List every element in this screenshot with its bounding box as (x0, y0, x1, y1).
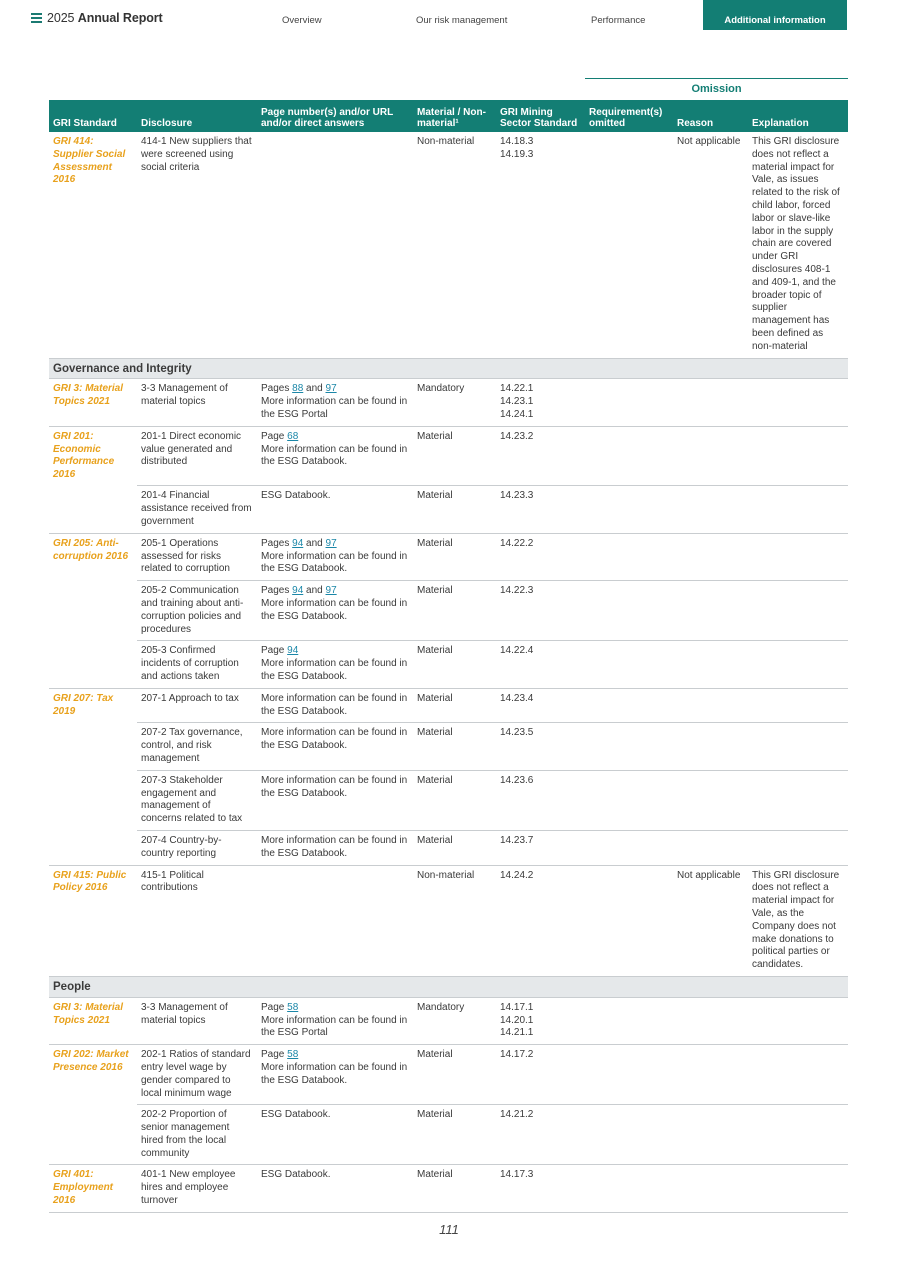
table-row (49, 379, 848, 426)
mining-code: 14.17.2 (500, 1049, 534, 1061)
disclosure-cell: 415-1 Political contributions (137, 865, 257, 976)
mining-code: 14.23.7 (500, 834, 534, 846)
page-prefix: Page (261, 1049, 288, 1061)
page-cell (257, 770, 413, 830)
disclosure-cell: 205-3 Confirmed incidents of corruption and actions taken (137, 641, 257, 688)
gri-standard-name: GRI 414: Supplier Social Assessment 2016 (49, 132, 137, 358)
page-cell (257, 688, 413, 723)
mining-code: 14.22.3 (500, 585, 534, 597)
disclosure-cell: 207-3 Stakeholder engagement and management of concerns related to tax (137, 770, 257, 830)
page-join: and (303, 537, 326, 549)
material-cell: Material (413, 1165, 496, 1212)
material-cell: Material (413, 1045, 496, 1105)
mining-cell (496, 1045, 585, 1105)
material-cell: Mandatory (413, 997, 496, 1044)
page-prefix: Pages (261, 383, 293, 395)
page-note: More information can be found in the ESG Databook. (261, 443, 408, 468)
gri-standard-name (49, 723, 137, 770)
disclosure-cell: 3-3 Management of material topics (137, 379, 257, 426)
page-note: More information can be found in the ESG Databook. (261, 598, 408, 622)
mining-cell (496, 723, 585, 770)
requirements-cell (585, 1165, 673, 1212)
disclosure-cell: 207-2 Tax governance, control, and risk management (137, 723, 257, 770)
requirements-cell (585, 132, 673, 358)
page-prefix: Pages (261, 585, 293, 597)
reason-cell (673, 379, 748, 426)
page-link[interactable]: 94 (292, 537, 304, 549)
requirements-cell (585, 1105, 673, 1165)
page-prefix: Pages (261, 537, 293, 549)
col-header-material: Material / Non-material¹ (413, 100, 496, 132)
section-title: People (49, 976, 848, 997)
material-cell: Material (413, 770, 496, 830)
mining-code: 14.22.2 (500, 537, 534, 549)
mining-cell (496, 581, 585, 641)
table-row (49, 132, 848, 358)
requirements-cell (585, 533, 673, 580)
page-link[interactable]: 97 (325, 537, 337, 549)
reason-cell (673, 723, 748, 770)
omission-group-header: Omission (585, 78, 848, 99)
mining-code: 14.23.6 (500, 774, 534, 786)
page-prefix: Page (261, 645, 288, 657)
table-row (49, 486, 848, 533)
nav-overview[interactable]: Overview (282, 15, 322, 26)
disclosure-cell: 202-2 Proportion of senior management hired from the local community (137, 1105, 257, 1165)
page-note: More information can be found in the ESG Databook. (261, 727, 408, 752)
reason-cell (673, 688, 748, 723)
material-cell: Material (413, 830, 496, 865)
page-note: More information can be found in the ESG Databook. (261, 774, 408, 799)
mining-cell (496, 486, 585, 533)
explanation-cell (748, 1165, 848, 1212)
explanation-cell (748, 486, 848, 533)
page-cell (257, 426, 413, 486)
page-reference (261, 1002, 409, 1015)
mining-code: 14.23.3 (500, 490, 534, 502)
requirements-cell (585, 1045, 673, 1105)
table-row (49, 997, 848, 1044)
mining-code: 14.20.1 (500, 1014, 534, 1026)
material-cell: Material (413, 533, 496, 580)
table-row (49, 723, 848, 770)
page-note: More information can be found in the ESG Portal (261, 1014, 408, 1039)
reason-cell (673, 641, 748, 688)
explanation-cell (748, 830, 848, 865)
mining-code: 14.23.2 (500, 430, 534, 442)
material-cell: Mandatory (413, 379, 496, 426)
page-note: More information can be found in the ESG Databook. (261, 658, 408, 682)
table-row (49, 688, 848, 723)
page-cell (257, 1105, 413, 1165)
gri-standard-name (49, 486, 137, 533)
requirements-cell (585, 486, 673, 533)
reason-cell (673, 581, 748, 641)
reason-cell (673, 486, 748, 533)
gri-standard-name (49, 1105, 137, 1165)
mining-code: 14.21.2 (500, 1109, 534, 1121)
page-join: and (303, 585, 326, 597)
page-note: More information can be found in the ESG Databook. (261, 550, 408, 575)
page-note: More information can be found in the ESG Databook. (261, 834, 408, 859)
gri-content-index-table (49, 100, 848, 1213)
disclosure-cell: 3-3 Management of material topics (137, 997, 257, 1044)
gri-standard-name: GRI 401: Employment 2016 (49, 1165, 137, 1212)
reason-cell: Not applicable (673, 132, 748, 358)
explanation-cell (748, 379, 848, 426)
page-reference (261, 538, 409, 551)
page-cell (257, 723, 413, 770)
page-prefix: Page (261, 430, 288, 442)
disclosure-cell: 201-4 Financial assistance received from government (137, 486, 257, 533)
table-row (49, 830, 848, 865)
disclosure-cell: 205-1 Operations assessed for risks related to corruption (137, 533, 257, 580)
requirements-cell (585, 426, 673, 486)
reason-cell (673, 533, 748, 580)
page-text: ESG Databook. (261, 1169, 331, 1181)
disclosure-cell: 202-1 Ratios of standard entry level wage by gender compared to local minimum wage (137, 1045, 257, 1105)
explanation-cell (748, 997, 848, 1044)
mining-cell (496, 865, 585, 976)
mining-cell (496, 379, 585, 426)
requirements-cell (585, 641, 673, 688)
reason-cell (673, 1165, 748, 1212)
page-text: ESG Databook. (261, 490, 331, 502)
page-link[interactable]: 58 (287, 1049, 299, 1061)
report-name: Annual Report (77, 11, 163, 25)
explanation-cell (748, 723, 848, 770)
mining-cell (496, 997, 585, 1044)
mining-code: 14.23.5 (500, 727, 534, 739)
reason-cell (673, 426, 748, 486)
table-row (49, 641, 848, 688)
page-cell (257, 865, 413, 976)
page-reference (261, 585, 409, 598)
mining-cell (496, 688, 585, 723)
page-cell (257, 533, 413, 580)
top-navigation-bar (0, 0, 898, 40)
table-row (49, 865, 848, 976)
page-cell (257, 486, 413, 533)
requirements-cell (585, 723, 673, 770)
col-header-requirements-omitted: Requirement(s) omitted (585, 100, 673, 132)
nav-additional-information[interactable]: Additional information (703, 0, 847, 30)
explanation-cell: This GRI disclosure does not reflect a material impact for Vale, as the Company does not make donations to political parties or candidates. (748, 865, 848, 976)
explanation-cell: This GRI disclosure does not reflect a material impact for Vale, as issues related to the risk of child labor, forced labor or slave-like labor in the supply chain are covered under GRI disclosures 408-1 and 409-1, and the broader topic of supplier management has been defined as non-material (748, 132, 848, 358)
page-reference (261, 645, 409, 658)
page-cell (257, 132, 413, 358)
page-reference (261, 383, 409, 396)
page-cell (257, 641, 413, 688)
page-join: and (303, 383, 326, 395)
nav-risk-management[interactable]: Our risk management (416, 15, 508, 26)
explanation-cell (748, 581, 848, 641)
page-cell (257, 830, 413, 865)
explanation-cell (748, 688, 848, 723)
page-reference (261, 431, 409, 444)
gri-standard-name: GRI 202: Market Presence 2016 (53, 1049, 129, 1073)
col-header-standard: GRI Standard (49, 100, 137, 132)
material-cell: Material (413, 641, 496, 688)
table-row (49, 1165, 848, 1212)
nav-performance[interactable]: Performance (591, 15, 646, 26)
material-cell: Non-material (413, 132, 496, 358)
mining-code: 14.21.1 (500, 1027, 534, 1039)
page-cell (257, 581, 413, 641)
gri-standard-name: GRI 3: Material Topics 2021 (49, 997, 137, 1044)
mining-code: 14.23.4 (500, 692, 534, 704)
mining-code: 14.18.3 (500, 136, 534, 147)
col-header-explanation: Explanation (748, 100, 848, 132)
table-row (49, 533, 848, 580)
requirements-cell (585, 379, 673, 426)
page-link[interactable]: 97 (325, 383, 337, 395)
mining-cell (496, 533, 585, 580)
mining-cell (496, 641, 585, 688)
mining-cell (496, 426, 585, 486)
gri-standard-name: GRI 415: Public Policy 2016 (49, 865, 137, 976)
material-cell: Material (413, 426, 496, 486)
page-text: ESG Databook. (261, 1109, 331, 1121)
col-header-page: Page number(s) and/or URL and/or direct answers (257, 100, 413, 132)
page-number: 111 (439, 1222, 459, 1237)
page-link[interactable]: 94 (292, 585, 304, 597)
table-row (49, 426, 848, 486)
page-link[interactable]: 94 (287, 645, 299, 657)
reason-cell (673, 830, 748, 865)
section-header-row (49, 358, 848, 379)
page-link[interactable]: 58 (287, 1001, 299, 1013)
explanation-cell (748, 641, 848, 688)
mining-cell (496, 1165, 585, 1212)
table-row (49, 581, 848, 641)
mining-code: 14.17.1 (500, 1001, 534, 1013)
mining-code: 14.22.1 (500, 383, 534, 395)
col-header-mining-standard: GRI Mining Sector Standard (496, 100, 585, 132)
material-cell: Material (413, 486, 496, 533)
table-header-row (49, 100, 848, 132)
col-header-reason: Reason (673, 100, 748, 132)
page-cell (257, 997, 413, 1044)
mining-code: 14.24.1 (500, 408, 534, 420)
mining-code: 14.24.2 (500, 869, 534, 881)
explanation-cell (748, 770, 848, 830)
material-cell: Material (413, 723, 496, 770)
report-year: 2025 (47, 11, 75, 25)
disclosure-cell: 414-1 New suppliers that were screened using social criteria (137, 132, 257, 358)
page-note: More information can be found in the ESG Databook. (261, 1061, 408, 1086)
mining-code: 14.23.1 (500, 396, 534, 408)
page-note: More information can be found in the ESG Databook. (261, 692, 408, 717)
gri-standard-name: GRI 201: Economic Performance 2016 (53, 430, 115, 481)
disclosure-cell: 207-1 Approach to tax (137, 688, 257, 723)
requirements-cell (585, 770, 673, 830)
gri-standard-name (49, 770, 137, 830)
requirements-cell (585, 865, 673, 976)
table-row (49, 1105, 848, 1165)
explanation-cell (748, 533, 848, 580)
reason-cell (673, 1045, 748, 1105)
material-cell: Material (413, 1105, 496, 1165)
disclosure-cell: 205-2 Communication and training about anti-corruption policies and procedures (137, 581, 257, 641)
hamburger-menu-icon[interactable] (31, 13, 42, 23)
section-header-row (49, 976, 848, 997)
gri-standard-name (49, 830, 137, 865)
mining-code: 14.22.4 (500, 645, 534, 657)
reason-cell (673, 1105, 748, 1165)
requirements-cell (585, 581, 673, 641)
mining-cell (496, 830, 585, 865)
disclosure-cell: 207-4 Country-by-country reporting (137, 830, 257, 865)
gri-standard-name: GRI 3: Material Topics 2021 (49, 379, 137, 426)
mining-code: 14.19.3 (500, 148, 534, 160)
gri-standard-name: GRI 207: Tax 2019 (53, 692, 114, 717)
gri-standard-name (49, 641, 137, 688)
page-cell (257, 379, 413, 426)
requirements-cell (585, 688, 673, 723)
requirements-cell (585, 830, 673, 865)
page-cell (257, 1045, 413, 1105)
section-title: Governance and Integrity (49, 358, 848, 379)
requirements-cell (585, 997, 673, 1044)
col-header-disclosure: Disclosure (137, 100, 257, 132)
material-cell: Material (413, 688, 496, 723)
page-link[interactable]: 68 (287, 430, 299, 442)
disclosure-cell: 201-1 Direct economic value generated and distributed (137, 426, 257, 486)
reason-cell (673, 997, 748, 1044)
explanation-cell (748, 426, 848, 486)
page-prefix: Page (261, 1001, 288, 1013)
mining-cell (496, 770, 585, 830)
gri-standard-name (49, 581, 137, 641)
explanation-cell (748, 1105, 848, 1165)
reason-cell (673, 770, 748, 830)
report-title[interactable] (47, 11, 163, 25)
page-note: More information can be found in the ESG Portal (261, 396, 408, 420)
mining-cell (496, 1105, 585, 1165)
page-link[interactable]: 97 (325, 585, 337, 597)
page-cell (257, 1165, 413, 1212)
table-row (49, 1045, 848, 1105)
table-row (49, 770, 848, 830)
gri-standard-name: GRI 205: Anti-corruption 2016 (53, 537, 129, 562)
mining-cell (496, 132, 585, 358)
disclosure-cell: 401-1 New employee hires and employee turnover (137, 1165, 257, 1212)
explanation-cell (748, 1045, 848, 1105)
mining-code: 14.17.3 (500, 1169, 534, 1181)
page-reference (261, 1049, 409, 1062)
reason-cell: Not applicable (673, 865, 748, 976)
material-cell: Non-material (413, 865, 496, 976)
material-cell: Material (413, 581, 496, 641)
page-link[interactable]: 88 (292, 383, 304, 395)
